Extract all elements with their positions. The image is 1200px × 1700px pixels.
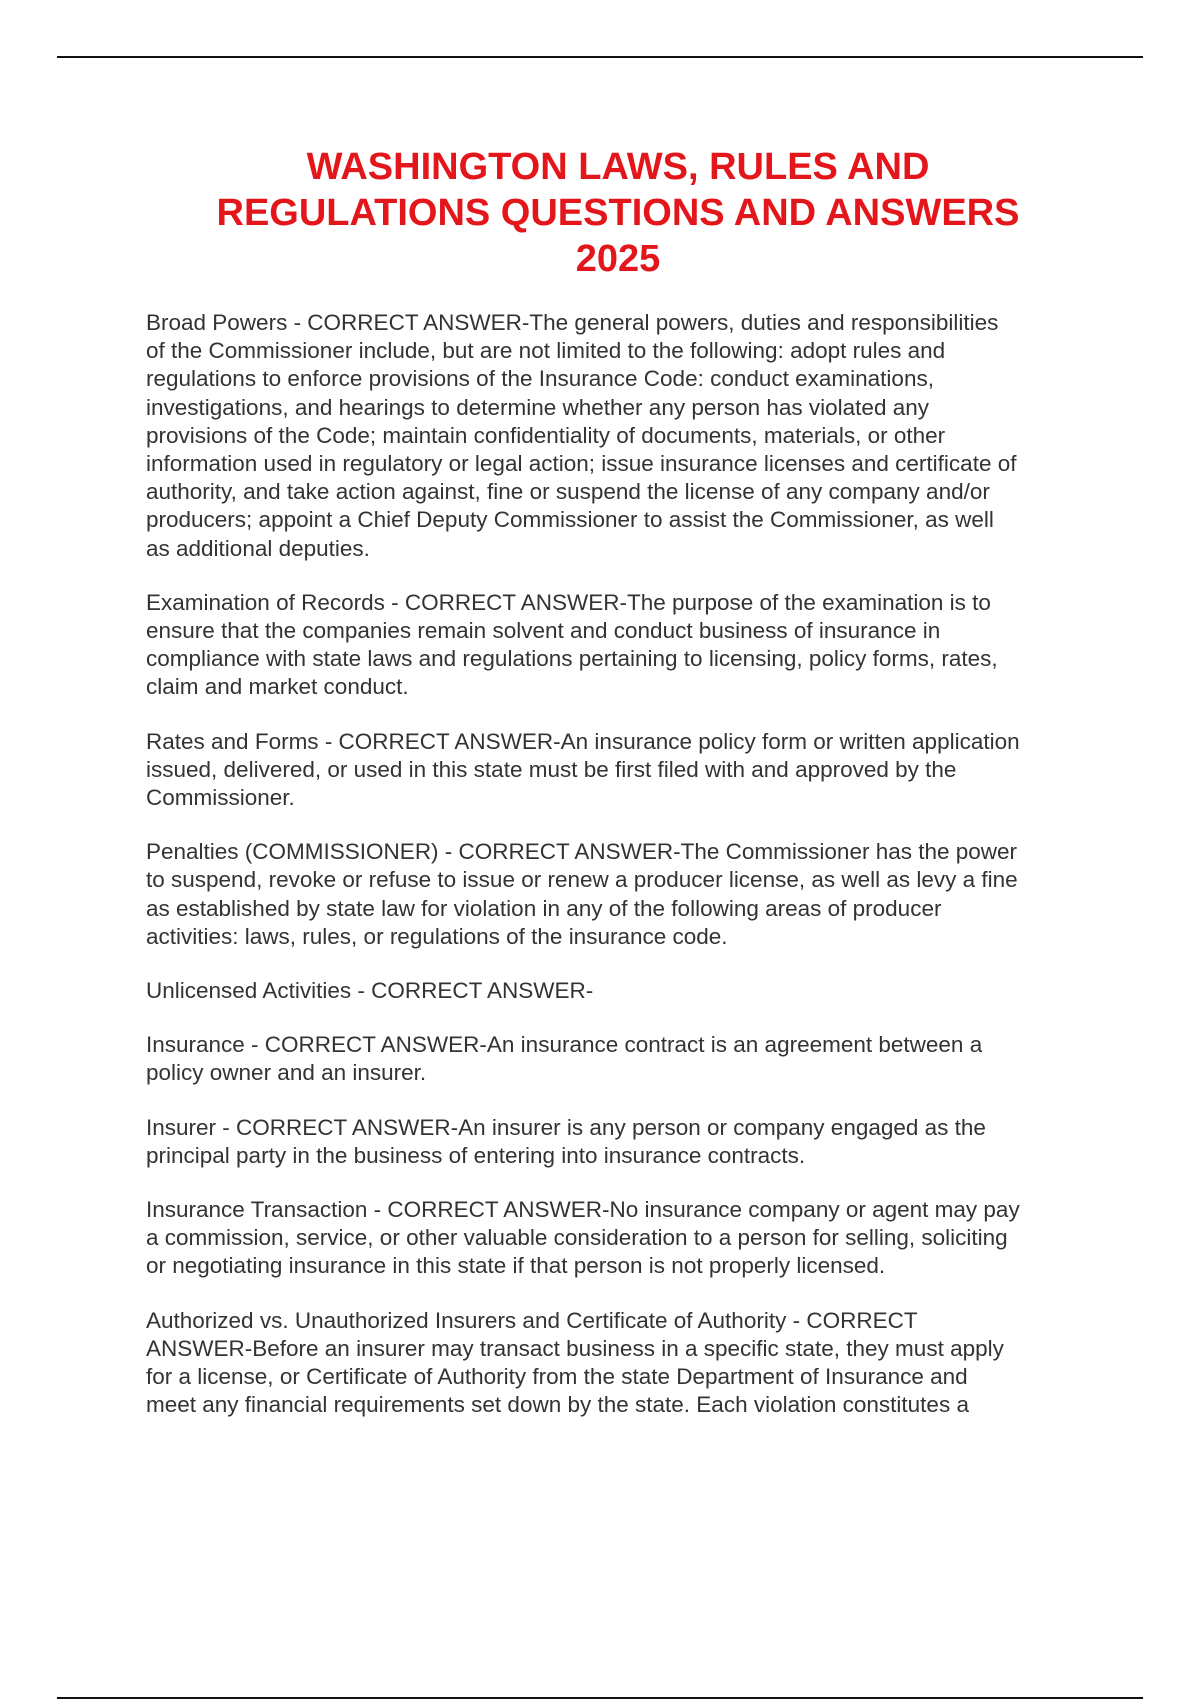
paragraph-line: Insurance - CORRECT ANSWER-An insurance contract is an agreement between a bbox=[146, 1032, 983, 1058]
paragraph-line: ensure that the companies remain solvent and conduct business of insurance in bbox=[146, 618, 941, 644]
paragraph-line: Insurer - CORRECT ANSWER-An insurer is any person or company engaged as the bbox=[146, 1114, 986, 1140]
qa-paragraph bbox=[146, 977, 1106, 1005]
paragraph-line: provisions of the Code; maintain confidentiality of documents, materials, or other bbox=[146, 422, 946, 448]
paragraph-line: for a license, or Certificate of Authority from the state Department of Insurance and bbox=[146, 1364, 968, 1390]
document-body bbox=[146, 309, 1106, 1446]
paragraph-line: claim and market conduct. bbox=[146, 674, 409, 700]
title-line: REGULATIONS QUESTIONS AND ANSWERS bbox=[216, 192, 1020, 234]
title-line: 2025 bbox=[575, 238, 661, 280]
qa-paragraph bbox=[146, 309, 1106, 563]
paragraph-line: Authorized vs. Unauthorized Insurers and Certificate of Authority - CORRECT bbox=[146, 1307, 918, 1333]
paragraph-line: activities: laws, rules, or regulations of the insurance code. bbox=[146, 923, 728, 949]
paragraph-line: Commissioner. bbox=[146, 785, 295, 811]
qa-paragraph bbox=[146, 1114, 1106, 1170]
paragraph-line: as established by state law for violation in any of the following areas of producer bbox=[146, 895, 942, 921]
paragraph-line: producers; appoint a Chief Deputy Commissioner to assist the Commissioner, as well bbox=[146, 507, 994, 533]
paragraph-line: investigations, and hearings to determine whether any person has violated any bbox=[146, 394, 929, 420]
bottom-rule bbox=[57, 1697, 1143, 1699]
paragraph-line: issued, delivered, or used in this state must be first filed with and approved by the bbox=[146, 756, 957, 782]
qa-paragraph bbox=[146, 1031, 1106, 1087]
paragraph-line: Penalties (COMMISSIONER) - CORRECT ANSWER-The Commissioner has the power bbox=[146, 839, 1018, 865]
qa-paragraph bbox=[146, 1196, 1106, 1281]
paragraph-line: as additional deputies. bbox=[146, 535, 370, 561]
paragraph-line: a commission, service, or other valuable consideration to a person for selling, soliciting bbox=[146, 1225, 1008, 1251]
paragraph-line: compliance with state laws and regulations pertaining to licensing, policy forms, rates, bbox=[146, 646, 998, 672]
paragraph-line: Insurance Transaction - CORRECT ANSWER-No insurance company or agent may pay bbox=[146, 1197, 1020, 1223]
qa-paragraph bbox=[146, 589, 1106, 702]
paragraph-line: ANSWER-Before an insurer may transact business in a specific state, they must apply bbox=[146, 1335, 1004, 1361]
paragraph-line: regulations to enforce provisions of the Insurance Code: conduct examinations, bbox=[146, 366, 934, 392]
paragraph-line: Broad Powers - CORRECT ANSWER-The general powers, duties and responsibilities bbox=[146, 310, 999, 335]
top-rule bbox=[57, 56, 1143, 58]
paragraph-line: Examination of Records - CORRECT ANSWER-The purpose of the examination is to bbox=[146, 589, 991, 615]
paragraph-line: authority, and take action against, fine or suspend the license of any company and/or bbox=[146, 479, 990, 505]
paragraph-line: information used in regulatory or legal action; issue insurance licenses and certificate of bbox=[146, 451, 1017, 477]
qa-paragraph bbox=[146, 838, 1106, 951]
title-line: WASHINGTON LAWS, RULES AND bbox=[306, 146, 930, 188]
qa-paragraph bbox=[146, 728, 1106, 813]
paragraph-line: or negotiating insurance in this state if that person is not properly licensed. bbox=[146, 1253, 886, 1279]
paragraph-line: Unlicensed Activities - CORRECT ANSWER- bbox=[146, 978, 594, 1004]
paragraph-line: meet any financial requirements set down by the state. Each violation constitutes a bbox=[146, 1392, 969, 1418]
document-title bbox=[0, 144, 1200, 282]
paragraph-line: to suspend, revoke or refuse to issue or renew a producer license, as well as levy a fine bbox=[146, 867, 1018, 893]
paragraph-line: of the Commissioner include, but are not limited to the following: adopt rules and bbox=[146, 338, 946, 364]
paragraph-line: policy owner and an insurer. bbox=[146, 1060, 427, 1086]
qa-paragraph bbox=[146, 1307, 1106, 1420]
paragraph-line: principal party in the business of entering into insurance contracts. bbox=[146, 1142, 806, 1168]
paragraph-line: Rates and Forms - CORRECT ANSWER-An insurance policy form or written application bbox=[146, 728, 1020, 754]
